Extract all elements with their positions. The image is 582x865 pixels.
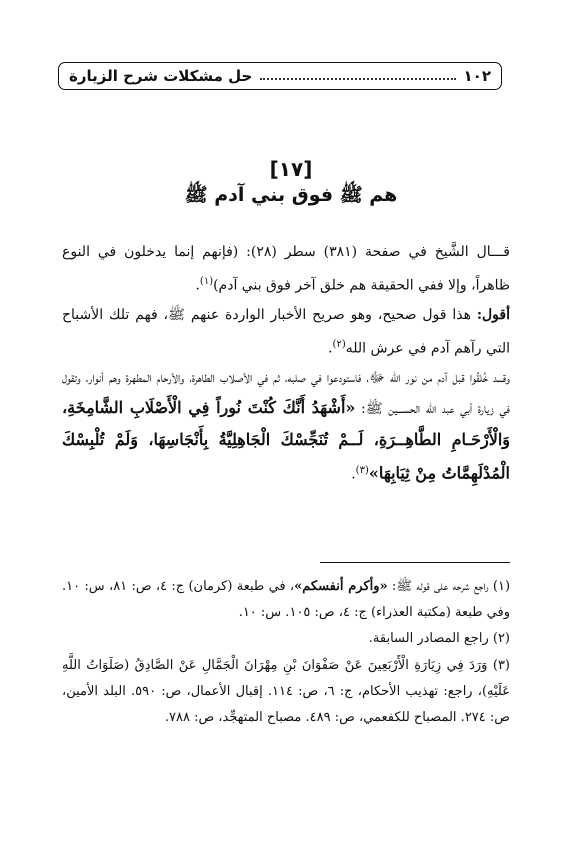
- paragraph-1-text: قـــال الشَّيخ في صفحة (٣٨١) سطر (٢٨): (فإنهم إنما يدخلون في النوع ظاهراً، وإلا ففي الحقيقة هم خلق آخر فوق بني آدم): [62, 244, 511, 294]
- footnote-ref-3: (٣): [355, 464, 369, 476]
- footnote-1: [62, 574, 510, 626]
- paragraph-2-label: أقول:: [476, 307, 510, 324]
- footnote-1-text-b: ، في طبعة (كرمان) ج: ٤، ص: ٨١، س: ١٠. وفي طبعة (مكتبة العذراء) ج: ٤، ص: ١٠٥. س: ١٠.: [62, 579, 510, 621]
- footnote-1-quote: «وأكرم أنفسكم»: [294, 579, 388, 594]
- header-dot-leader: [260, 72, 455, 80]
- section-number: [١٧]: [269, 157, 313, 181]
- paragraph-3: [62, 364, 510, 489]
- running-title: حل مشكلات شرح الزيارة: [69, 67, 253, 85]
- footnote-separator: [320, 562, 510, 563]
- paragraph-1-end: .: [195, 277, 200, 294]
- paragraph-1: [62, 238, 510, 301]
- footnote-ref-1: (١): [199, 276, 214, 288]
- paragraph-2: [62, 301, 510, 364]
- footnotes: [62, 574, 510, 731]
- footnote-1-text-a: (١) راجع شرحه على قوله ﷺ:: [387, 579, 511, 594]
- paragraph-3-text: وقـــد خُلقُوا قبل آدم من نور الله ﷻ، فاستودعوا في صلبه، ثم في الأصلاب الطاهرة، والأرحام المطهرة وهم أنوار، وتقول في زيارة أبي عبد الله الحســـين ﷺ:: [62, 370, 510, 418]
- section-title: هم ﷺ فوق بني آدم ﷺ: [184, 184, 398, 206]
- paragraph-3-end: .: [351, 466, 356, 483]
- running-header: [58, 62, 502, 90]
- ziyarah-quote: «أَشْهَدُ أَنَّكَ كُنْتَ نُوراً فِي الْأَصْلَابِ الشَّامِخَةِ، وَالْأَرْحَـامِ الطَّاهِــرَةِ، لَــمْ تُنَجِّسْكَ الْجَاهِلِيَّةُ بِأَنْجَاسِهَا، وَلَمْ تُلْبِسْكَ الْمُدْلَهِمَّاتُ مِنْ ثِيَابِهَا»: [62, 398, 510, 483]
- paragraph-2-end: .: [328, 340, 333, 357]
- main-text: [62, 238, 510, 490]
- footnote-ref-2: (٢): [332, 339, 346, 351]
- footnote-2: (٢) راجع المصادر السابقة.: [368, 631, 510, 647]
- paragraph-2-text: هذا قول صحيح، وهو صريح الأخبار الواردة عنهم ﷺ، فهم تلك الأشباح التي رآهم آدم في عرش الله: [62, 307, 510, 357]
- footnote-3: (٣) وَرَدَ فِي زِيَارَةِ الْأَرْبَعِينَ عَنْ صَفْوَانَ بْنِ مِهْرَانَ الْجَمَّالِ عَنْ الصَّادِقُ (صَلَوَاتُ اللَّهِ عَلَيْهِ)، راجع: تهذيب الأحكام، ج: ٦، ص: ١١٤. إقبال الأعمال، ص: ٥٩٠. البلد الأمين، ص: ٢٧٤. المصباح للكفعمي، ص: ٤٨٩. مصباح المتهجِّد، ص: ٧٨٨.: [62, 657, 510, 726]
- page-number: ١٠٢: [463, 67, 491, 85]
